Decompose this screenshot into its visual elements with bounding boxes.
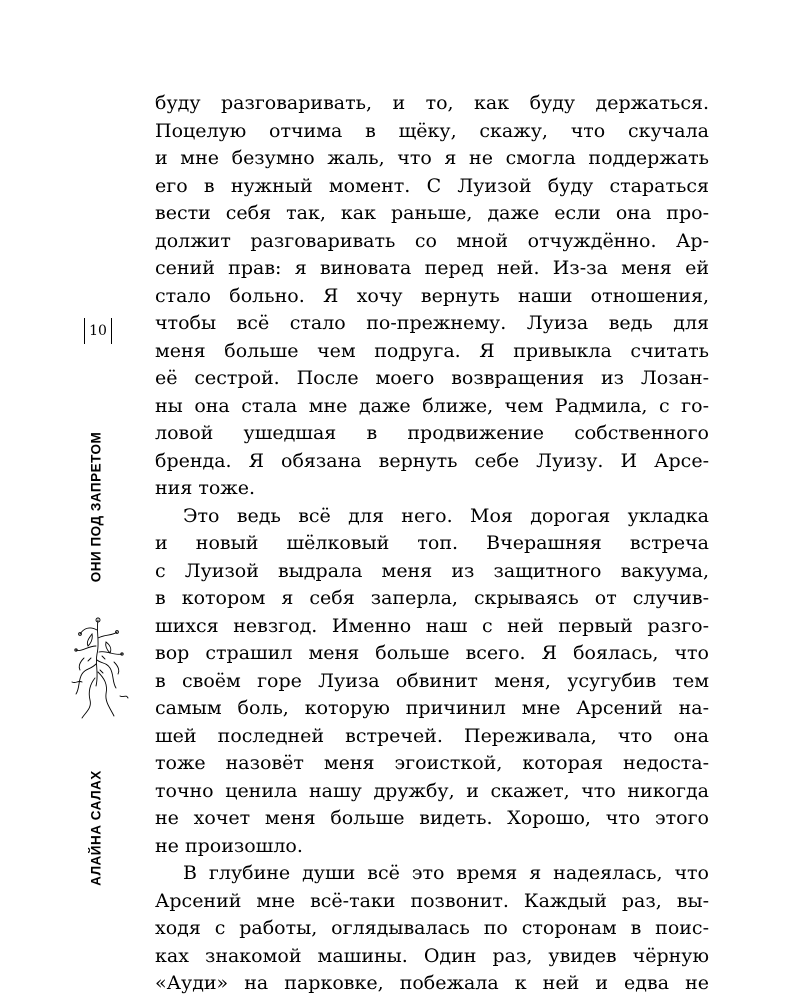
page-margin: [0, 0, 150, 1000]
text-line: и новый шёлковый топ. Вчерашняя встреча: [155, 532, 709, 554]
floral-sketch-icon: [62, 612, 134, 722]
text-line: Арсений мне всё-таки позвонит. Каждый раз, вы-: [155, 889, 709, 912]
text-line: бренда. Я обязана вернуть себе Луизу. И Арсе-: [155, 449, 709, 472]
text-line: ходя с работы, оглядывалась по сторонам в поис-: [155, 917, 709, 939]
text-line: в котором я себя заперла, скрываясь от случив-: [155, 587, 709, 609]
text-line: с Луизой выдрала меня из защитного вакуума,: [155, 559, 709, 582]
text-line: Это ведь всё для него. Моя дорогая укладка: [183, 504, 709, 527]
text-line: не хочет меня больше видеть. Хорошо, что этого: [155, 807, 709, 829]
text-line: ния тоже.: [155, 477, 256, 499]
text-line: ны она стала мне даже ближе, чем Радмила, с го-: [155, 394, 709, 417]
text-line: вор страшил меня больше всего. Я боялась, что: [155, 642, 709, 664]
text-line: шей последней встречей. Переживала, что она: [155, 724, 709, 747]
text-line: меня больше чем подруга. Я привыкла считать: [155, 339, 709, 362]
running-title: ОНИ ПОД ЗАПРЕТОМ: [88, 431, 104, 583]
text-line: В глубине души всё это время я надеялась, что: [183, 862, 709, 884]
text-line: сений прав: я виновата перед ней. Из-за меня ей: [155, 257, 709, 279]
text-line: ловой ушедшая в продвижение собственного: [155, 422, 709, 444]
page-number: 10: [84, 318, 112, 344]
text-line: буду разговаривать, и то, как буду держаться.: [155, 92, 709, 114]
text-line: его в нужный момент. С Луизой буду стараться: [155, 174, 709, 197]
text-line: её сестрой. После моего возвращения из Лозан-: [155, 367, 709, 389]
page-body-text: [155, 90, 709, 998]
text-line: Поцелую отчима в щёку, скажу, что скучала: [155, 119, 709, 142]
text-line: точно ценила нашу дружбу, и скажет, что никогда: [155, 779, 709, 802]
text-line: чтобы всё стало по-прежнему. Луиза ведь для: [155, 312, 709, 334]
author-name: АЛАЙНА САЛАХ: [88, 770, 104, 886]
text-line: и мне безумно жаль, что я не смогла поддержать: [155, 147, 709, 169]
text-line: стало больно. Я хочу вернуть наши отношения,: [155, 284, 709, 307]
text-line: вести себя так, как раньше, даже если она про-: [155, 202, 709, 224]
text-line: «Ауди» на парковке, побежала к ней и едва не: [155, 972, 709, 994]
text-line: должит разговаривать со мной отчуждённо. Ар-: [155, 229, 709, 252]
text-line: шихся невзгод. Именно наш с ней первый разго-: [155, 614, 709, 637]
text-line: тоже назовёт меня эгоисткой, которая недоста-: [155, 752, 709, 774]
text-line: в своём горе Луиза обвинит меня, усугубив тем: [155, 669, 709, 692]
text-line: не произошло.: [155, 834, 303, 857]
text-line: самым боль, которую причинил мне Арсений на-: [155, 697, 709, 719]
text-line: ках знакомой машины. Один раз, увидев чёрную: [155, 944, 709, 967]
